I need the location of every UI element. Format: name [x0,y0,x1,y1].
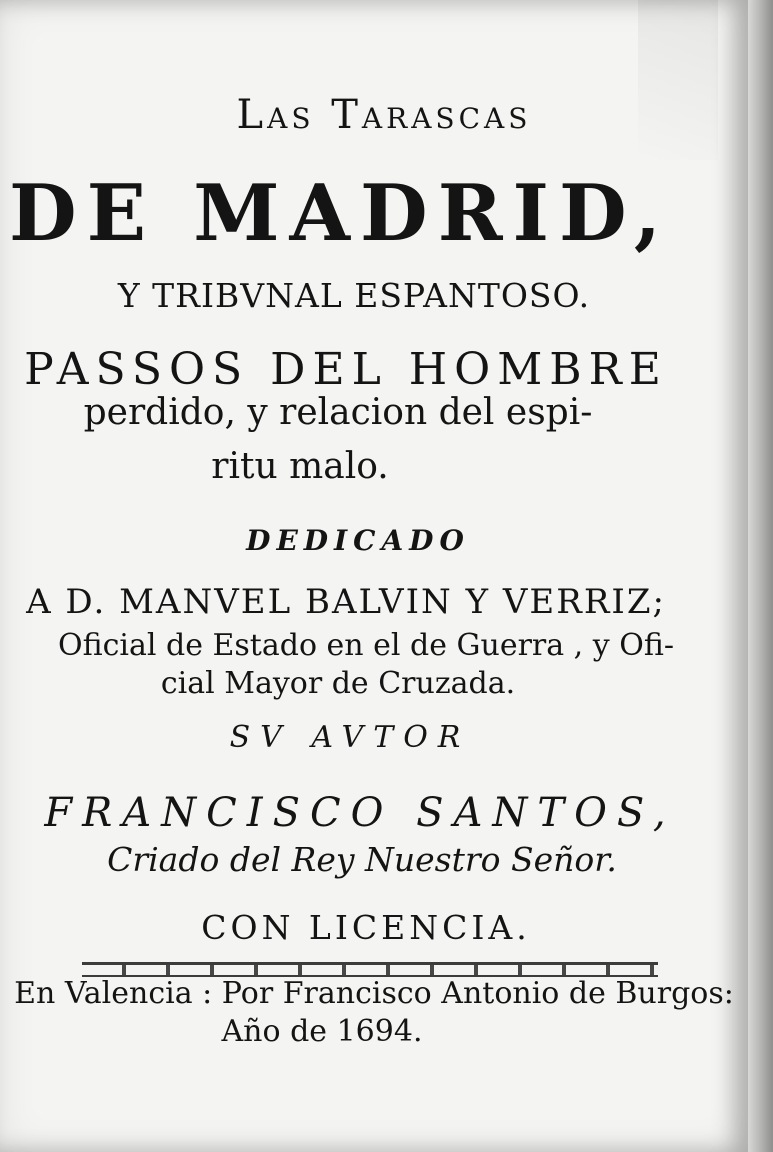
author-name: FRANCISCO SANTOS, [44,790,676,836]
subtitle-perdido: perdido, y relacion del espi- [83,392,593,433]
title-line-las-tarascas: Las Tarascas [236,92,532,138]
dedicatee-name: A D. MANVEL BALVIN Y VERRIZ; [26,582,666,622]
imprint-printer: En Valencia : Por Francisco Antonio de Burgos: [14,976,734,1011]
book-page-edge [748,0,773,1152]
imprint-year: Año de 1694. [221,1014,423,1049]
license-line: CON LICENCIA. [201,908,531,947]
dedicatee-office-1: Oficial de Estado en el de Guerra , y Ofi- [58,628,674,663]
ornamental-rule [82,962,658,977]
dedicatee-office-2: cial Mayor de Cruzada. [160,666,516,701]
author-heading: SV AVTOR [229,720,471,755]
subtitle-ritu-malo: ritu malo. [211,446,389,487]
subtitle-tribunal-espantoso: Y TRIBVNAL ESPANTOSO. [117,276,591,315]
author-title: Criado del Rey Nuestro Señor. [107,840,617,879]
title-line-de-madrid: DE MADRID, [8,168,672,259]
subtitle-passos-del-hombre: PASSOS DEL HOMBRE [24,344,668,395]
dedication-heading: DEDICADO [246,524,470,557]
